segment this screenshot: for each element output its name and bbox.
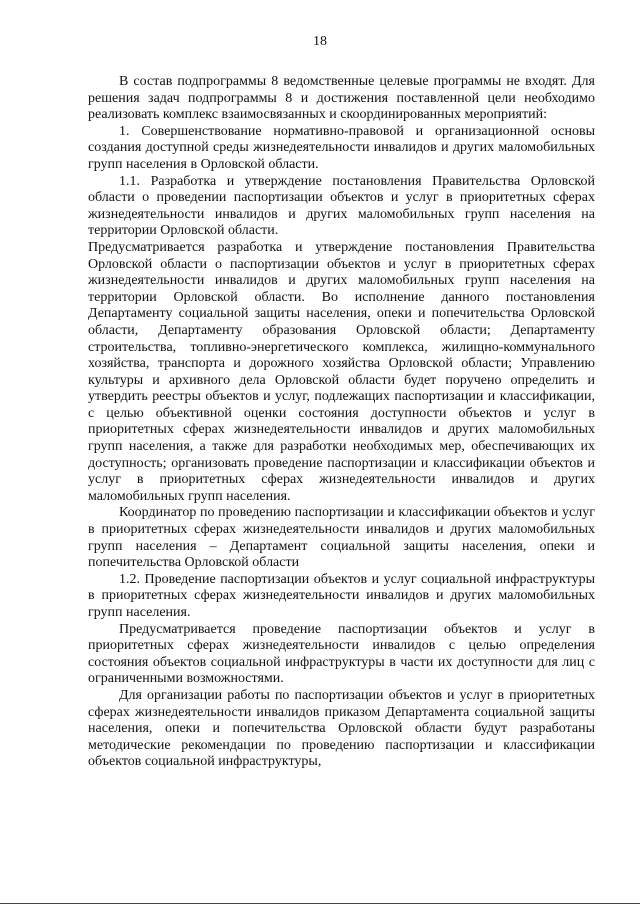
- paragraph-item-1: 1. Совершенствование нормативно-правовой и организационной основы создания доступной среды жизнедеятельности инвалидов и других маломобильных групп населения в Орловской области.: [88, 123, 595, 172]
- page-bottom-edge: [0, 903, 640, 904]
- paragraph-organization: Для организации работы по паспортизации объектов и услуг в приоритетных сферах жизнедеятельности инвалидов приказом Департамента социальной защиты населения, опеки и попечительства Орловской области будут разработаны методические рекомендации по проведению паспортизации и классификации объектов социальной инфраструктуры,: [88, 687, 595, 770]
- body-text: [88, 74, 595, 771]
- paragraph-item-1-1-details: Предусматривается разработка и утверждение постановления Правительства Орловской области о паспортизации объектов и услуг в приоритетных сферах жизнедеятельности инвалидов и других маломобильных групп населения на территории Орловской области. Во исполнение данного постановления Департаменту социальной защиты населения, опеки и попечительства Орловской области, Департаменту образования Орловской области; Департаменту строительства, топливно-энергетического комплекса, жилищно-коммунального хозяйства, транспорта и дорожного хозяйства Орловской области; Управлению культуры и архивного дела Орловской области будет поручено определить и утвердить реестры объектов и услуг, подлежащих паспортизации и классификации, с целью объективной оценки состояния доступности объектов и услуг в приоритетных сферах жизнедеятельности инвалидов и других маломобильных групп населения, а также для разработки необходимых мер, обеспечивающих их доступность; организовать проведение паспортизации и классификации объектов и услуг в приоритетных сферах жизнедеятельности инвалидов и других маломобильных групп населения.: [88, 239, 595, 504]
- page-number: 18: [313, 34, 327, 49]
- paragraph-coordinator: Координатор по проведению паспортизации и классификации объектов и услуг в приоритетных сферах жизнедеятельности инвалидов и других маломобильных групп населения – Департамент социальной защиты населения, опеки и попечительства Орловской области: [88, 505, 595, 571]
- paragraph-item-1-1: 1.1. Разработка и утверждение постановления Правительства Орловской области о проведении паспортизации объектов и услуг в приоритетных сферах жизнедеятельности инвалидов и других маломобильных групп населения на территории Орловской области.: [88, 173, 595, 239]
- paragraph-item-1-2: 1.2. Проведение паспортизации объектов и услуг социальной инфраструктуры в приоритетных сферах жизнедеятельности инвалидов и других маломобильных групп населения.: [88, 571, 595, 620]
- paragraph-subprogram-intro: В состав подпрограммы 8 ведомственные целевые программы не входят. Для решения задач подпрограммы 8 и достижения поставленной цели необходимо реализовать комплекс взаимосвязанных и скоординированных мероприятий:: [88, 74, 595, 123]
- paragraph-item-1-2-details: Предусматривается проведение паспортизации объектов и услуг в приоритетных сферах жизнедеятельности инвалидов с целью определения состояния объектов социальной инфраструктуры в части их доступности для лиц с ограниченными возможностями.: [88, 621, 595, 687]
